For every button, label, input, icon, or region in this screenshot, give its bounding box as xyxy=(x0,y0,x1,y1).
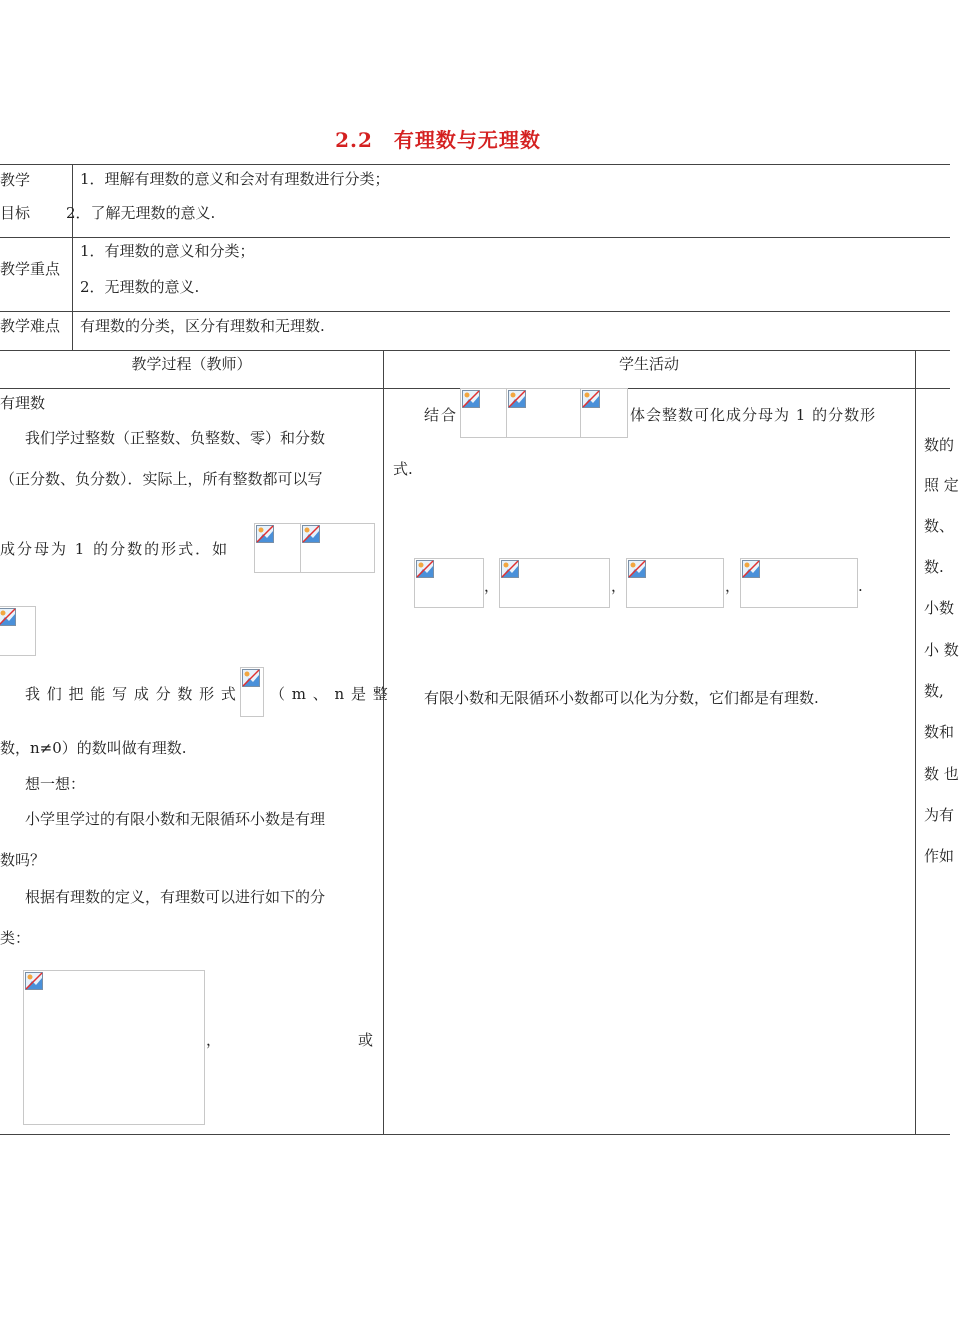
broken-image-icon xyxy=(256,525,274,543)
separator-text: ， xyxy=(206,1031,222,1049)
table-border-bottom xyxy=(0,1134,950,1135)
paragraph-line: 我 们 把 能 写 成 分 数 形 式 xyxy=(25,685,237,703)
student-line: 体会整数可化成分母为 1 的分数形 xyxy=(630,406,877,424)
difficulty-label: 教学难点 xyxy=(0,317,61,335)
clipped-text: 数 也 xyxy=(924,765,959,783)
formula-image xyxy=(499,558,610,608)
separator-text: 或 xyxy=(358,1031,374,1049)
paragraph-line: 数吗？ xyxy=(0,851,46,869)
column-header-teacher: 教学过程（教师） xyxy=(131,355,252,373)
paragraph-line: 成分母为 1 的分数的形式．如 xyxy=(0,540,230,558)
paragraph-line: 类： xyxy=(0,929,31,947)
clipped-text: 小数 xyxy=(924,599,955,617)
paragraph-line: 我们学过整数（正整数、负整数、零）和分数 xyxy=(25,429,326,447)
paragraph-line: （ m 、 n 是 整 xyxy=(270,685,389,703)
student-line: 结合 xyxy=(424,406,459,424)
broken-image-icon xyxy=(25,972,43,990)
think-heading: 想一想： xyxy=(25,775,86,793)
formula-image xyxy=(580,388,628,438)
page-title: 2.2 有理数与无理数 xyxy=(335,128,541,152)
paragraph-line: 根据有理数的定义，有理数可以进行如下的分 xyxy=(25,888,326,906)
broken-image-icon xyxy=(0,608,16,626)
clipped-text: 数, xyxy=(924,682,944,700)
formula-image xyxy=(300,523,375,573)
formula-image xyxy=(414,558,484,608)
broken-image-icon xyxy=(742,560,760,578)
broken-image-icon xyxy=(501,560,519,578)
goal-item: 2．了解无理数的意义. xyxy=(66,204,216,222)
paragraph-line: 小学里学过的有限小数和无限循环小数是有理 xyxy=(25,810,326,828)
formula-image xyxy=(460,388,508,438)
formula-image xyxy=(0,606,36,656)
key-item: 2．无理数的意义. xyxy=(80,278,200,296)
broken-image-icon xyxy=(242,669,260,687)
formula-image xyxy=(254,523,302,573)
table-col-divider xyxy=(915,350,916,1134)
clipped-text: 数、 xyxy=(924,517,955,535)
key-item: 1．有理数的意义和分类； xyxy=(80,242,255,260)
clipped-text: 为有 xyxy=(924,806,955,824)
separator-text: ， xyxy=(484,577,500,595)
column-header-student: 学生活动 xyxy=(618,355,679,373)
clipped-text: 作如 xyxy=(924,847,955,865)
clipped-text: 数的 xyxy=(924,436,955,454)
table-divider xyxy=(0,350,950,351)
table-border-top xyxy=(0,164,950,165)
key-label: 教学重点 xyxy=(0,260,61,278)
table-divider xyxy=(0,237,950,238)
paragraph-line: （正分数、负分数）．实际上，所有整数都可以写 xyxy=(0,470,323,488)
broken-image-icon xyxy=(302,525,320,543)
classification-diagram-image xyxy=(23,970,205,1125)
broken-image-icon xyxy=(628,560,646,578)
broken-image-icon xyxy=(462,390,480,408)
formula-image xyxy=(506,388,581,438)
student-line: 式. xyxy=(393,460,413,478)
formula-image xyxy=(626,558,724,608)
formula-image xyxy=(740,558,858,608)
formula-image xyxy=(240,667,264,717)
broken-image-icon xyxy=(416,560,434,578)
separator-text: ， xyxy=(725,577,741,595)
broken-image-icon xyxy=(582,390,600,408)
student-line: 有限小数和无限循环小数都可以化为分数，它们都是有理数. xyxy=(424,689,819,707)
broken-image-icon xyxy=(508,390,526,408)
table-col-divider xyxy=(383,350,384,1134)
separator-text: . xyxy=(858,577,863,595)
clipped-text: 数. xyxy=(924,558,944,576)
clipped-text: 数和 xyxy=(924,723,955,741)
clipped-text: 小 数 xyxy=(924,641,959,659)
goals-label: 教学 xyxy=(0,171,31,189)
table-col-divider xyxy=(72,164,73,350)
clipped-text: 照 定 xyxy=(924,476,959,494)
table-divider xyxy=(0,311,950,312)
paragraph-line: 数，n≠0）的数叫做有理数. xyxy=(0,739,187,757)
goals-label: 目标 xyxy=(0,204,31,222)
difficulty-item: 有理数的分类，区分有理数和无理数. xyxy=(80,317,325,335)
section-heading: 有理数 xyxy=(0,394,46,412)
goal-item: 1．理解有理数的意义和会对有理数进行分类； xyxy=(80,170,390,188)
separator-text: ， xyxy=(611,577,627,595)
